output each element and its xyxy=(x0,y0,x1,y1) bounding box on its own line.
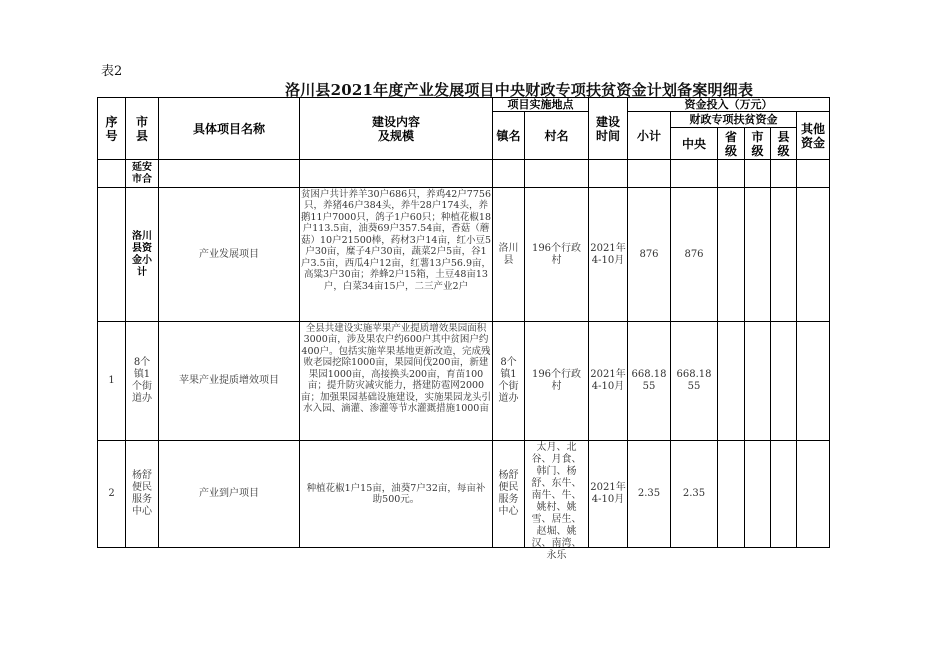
row-project-name: 产业发展项目 xyxy=(159,188,300,322)
table-row xyxy=(98,322,830,441)
header-town: 镇名 xyxy=(493,112,525,160)
row-central: 876 xyxy=(671,188,718,322)
row-project-name: 产业到户项目 xyxy=(159,441,300,548)
header-county: 市县 xyxy=(126,98,159,160)
row-period: 2021年4-10月 xyxy=(589,441,628,548)
header-city: 市级 xyxy=(745,128,771,160)
header-central: 中央 xyxy=(671,128,718,160)
table-row xyxy=(98,188,830,322)
header-village: 村名 xyxy=(525,112,589,160)
row-seq: 2 xyxy=(98,441,126,548)
header-funding: 资金投入（万元） xyxy=(628,98,830,112)
row-content: 全县共建设实施苹果产业提质增效果园面积3000亩，涉及果农户约600户其中贫困户约400户。包括实施苹果基地更新改造，完成残败老园挖除1000亩，果园间伐200亩，新建果园1000亩，高接换头200亩，育苗100亩；提升防灾减灾能力，搭建防雹网2000亩；加强果园基础设施建设，实施果园龙头引水入园、滴灌、渗灌等节水灌溉措施1000亩 xyxy=(300,322,493,441)
row-content: 种植花椒1户15亩，油葵7户32亩，每亩补助500元。 xyxy=(300,441,493,548)
row-village: 太月、北谷、月食、韩门、杨舒、东牛、南牛、牛、姚村、姚雪、居生、赵堀、姚汉、南湾、永乐 xyxy=(525,441,589,548)
yanan-total-label: 延安市合 xyxy=(126,160,159,188)
row-central: 668.1855 xyxy=(671,322,718,441)
header-other: 其他资金 xyxy=(797,112,830,160)
row-period: 2021年4-10月 xyxy=(589,322,628,441)
funding-table xyxy=(97,97,830,561)
row-content: 贫困户共计养羊30户686只，养鸡42户7756只，养猪46户384头，养牛28户174头，养鹅11户7000只，鸽子1户60只；种植花椒18户113.5亩，油葵69户357.54亩，香菇（蘑菇）10户21500棒，药材3户14亩，红小豆5户30亩，糜子4户30亩，蔬菜2户5亩，谷1户3.5亩，西瓜4户12亩，红薯13户56.9亩，高粱3户30亩；养蜂2户15箱，土豆48亩13户，白菜34亩15户，二三产业2户 xyxy=(300,188,493,322)
header-period: 建设时间 xyxy=(589,98,628,160)
page-title: 洛川县2021年度产业发展项目中央财政专项扶贫资金计划备案明细表 xyxy=(285,81,754,99)
table-row-yanan xyxy=(98,160,830,188)
header-fiscal: 财政专项扶贫资金 xyxy=(671,112,797,128)
row-town: 杨舒便民服务中心 xyxy=(493,441,525,548)
row-town: 8个镇1个街道办 xyxy=(493,322,525,441)
row-county: 8个镇1个街道办 xyxy=(126,322,159,441)
header-subtotal: 小计 xyxy=(628,112,671,160)
row-subtotal: 2.35 xyxy=(628,441,671,548)
header-content: 建设内容 及规模 xyxy=(300,98,493,160)
row-project-name: 苹果产业提质增效项目 xyxy=(159,322,300,441)
row-subtotal: 668.1855 xyxy=(628,322,671,441)
header-seq: 序号 xyxy=(98,98,126,160)
table-label: 表2 xyxy=(101,64,123,79)
row-county: 洛川县资金小计 xyxy=(126,188,159,322)
row-village: 196个行政村 xyxy=(525,322,589,441)
header-province: 省级 xyxy=(718,128,745,160)
row-central: 2.35 xyxy=(671,441,718,548)
row-subtotal: 876 xyxy=(628,188,671,322)
header-project-name: 具体项目名称 xyxy=(159,98,300,160)
row-county: 杨舒便民服务中心 xyxy=(126,441,159,548)
row-seq: 1 xyxy=(98,322,126,441)
row-town: 洛川县 xyxy=(493,188,525,322)
row-village: 196个行政村 xyxy=(525,188,589,322)
header-location: 项目实施地点 xyxy=(493,98,589,112)
row-seq xyxy=(98,188,126,322)
table-row xyxy=(98,441,830,548)
header-county-level: 县级 xyxy=(771,128,797,160)
row-period: 2021年4-10月 xyxy=(589,188,628,322)
